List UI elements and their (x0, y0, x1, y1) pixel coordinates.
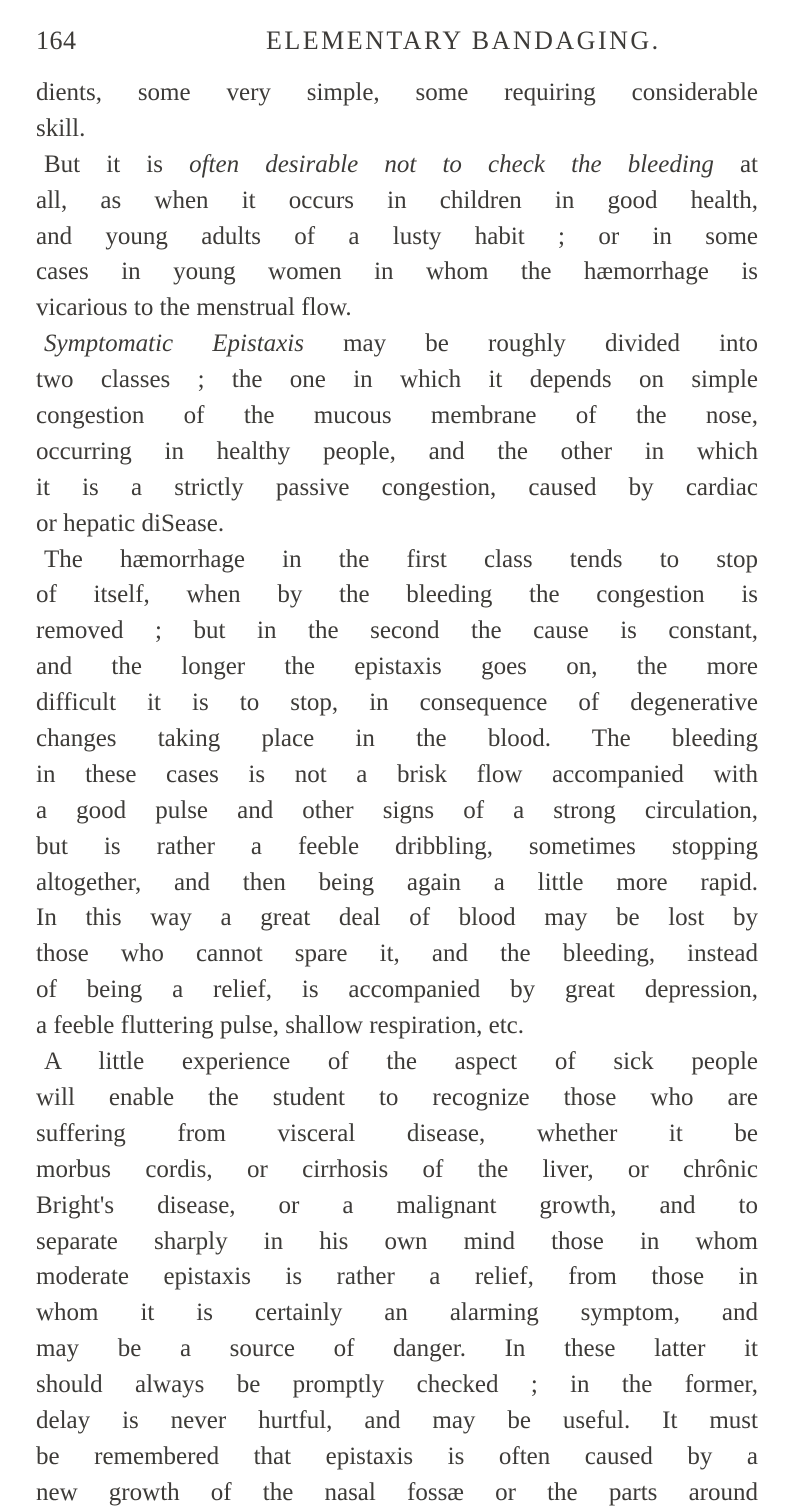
text-line (36, 219, 758, 255)
line-text: A little experience of the aspect of sick people (44, 1048, 758, 1076)
text-line (36, 577, 758, 613)
line-text: altogether, and then being again a little more rapid. (36, 868, 758, 896)
text-line (36, 936, 758, 972)
line-text: of itself, when by the bleeding the congestion is (36, 581, 758, 609)
text-line (36, 1224, 758, 1260)
text-line (36, 506, 758, 542)
text-line (36, 900, 758, 936)
text-line (36, 1259, 758, 1295)
line-text: of being a relief, is accompanied by great depression, (36, 976, 758, 1004)
italic-text: Symptomatic Epistaxis (44, 330, 304, 358)
line-text: two classes ; the one in which it depends on simple (36, 366, 758, 394)
line-text: changes taking place in the blood. The bleeding (36, 725, 758, 753)
text-line (36, 972, 758, 1008)
text-line (36, 1116, 758, 1152)
line-text: and young adults of a lusty habit ; or in some (36, 222, 758, 250)
line-text: But it is (44, 150, 190, 178)
text-line (36, 1008, 758, 1044)
line-text: congestion of the mucous membrane of the nose, (36, 402, 758, 430)
text-line (36, 1044, 758, 1080)
line-text: skill. (36, 114, 86, 142)
line-text: Bright's disease, or a malignant growth, and to (36, 1191, 758, 1219)
text-line (36, 1475, 758, 1511)
line-text: may be roughly divided into (303, 330, 758, 358)
line-text: The hæmorrhage in the first class tends to stop (44, 545, 758, 573)
text-line (36, 147, 758, 183)
line-text: it is a strictly passive congestion, caused by cardiac (36, 473, 758, 501)
line-text: and the longer the epistaxis goes on, the more (36, 653, 758, 681)
text-line (36, 1295, 758, 1331)
line-text: occurring in healthy people, and the other in which (36, 437, 758, 465)
line-text: new growth of the nasal fossæ or the parts around (36, 1478, 758, 1506)
text-line (36, 793, 758, 829)
line-text: a good pulse and other signs of a strong circulation, (36, 796, 758, 824)
line-text: delay is never hurtful, and may be useful. It must (36, 1406, 758, 1434)
italic-text: often desirable not to check the bleeding (189, 150, 714, 178)
line-text: In this way a great deal of blood may be lost by (36, 904, 758, 932)
text-line (36, 721, 758, 757)
line-text: difficult it is to stop, in consequence of degenerative (36, 689, 758, 717)
page-number: 164 (36, 26, 77, 55)
body-text (36, 75, 758, 1511)
text-line (36, 542, 758, 578)
text-line (36, 649, 758, 685)
text-line (36, 1367, 758, 1403)
text-line (36, 1152, 758, 1188)
line-text: cases in young women in whom the hæmorrhage is (36, 258, 758, 286)
text-line (36, 1080, 758, 1116)
line-text: in these cases is not a brisk flow accompanied with (36, 760, 758, 788)
text-line (36, 362, 758, 398)
text-line (36, 75, 758, 111)
line-text: moderate epistaxis is rather a relief, from those in (36, 1263, 758, 1291)
text-line (36, 1188, 758, 1224)
text-line (36, 326, 758, 362)
text-line (36, 1331, 758, 1367)
line-text: will enable the student to recognize those who are (36, 1083, 758, 1111)
line-text: should always be promptly checked ; in the former, (36, 1371, 758, 1399)
line-text: be remembered that epistaxis is often caused by a (36, 1442, 758, 1470)
line-text: may be a source of danger. In these latter it (36, 1335, 758, 1363)
line-text: removed ; but in the second the cause is constant, (36, 617, 758, 645)
text-line (36, 111, 758, 147)
running-title: ELEMENTARY BANDAGING. (266, 26, 661, 55)
text-line (36, 1403, 758, 1439)
line-text: morbus cordis, or cirrhosis of the liver, or chrônic (36, 1155, 758, 1183)
line-text: whom it is certainly an alarming symptom, and (36, 1299, 758, 1327)
line-text: suffering from visceral disease, whether it be (36, 1119, 758, 1147)
line-text: a feeble fluttering pulse, shallow respiration, etc. (36, 1012, 525, 1040)
text-line (36, 865, 758, 901)
text-line (36, 1439, 758, 1475)
text-line (36, 613, 758, 649)
line-text: separate sharply in his own mind those in whom (36, 1227, 758, 1255)
text-line (36, 470, 758, 506)
line-text: vicarious to the menstrual flow. (36, 294, 352, 322)
text-line (36, 290, 758, 326)
line-text: all, as when it occurs in children in good health, (36, 186, 758, 214)
text-line (36, 183, 758, 219)
line-text: dients, some very simple, some requiring considerable (36, 79, 758, 106)
line-text: but is rather a feeble dribbling, sometimes stopping (36, 832, 758, 860)
text-line (36, 757, 758, 793)
line-text: at (713, 150, 758, 178)
text-line (36, 434, 758, 470)
line-text: those who cannot spare it, and the bleeding, instead (36, 940, 758, 968)
line-text: or hepatic diSease. (36, 509, 225, 537)
text-line (36, 398, 758, 434)
text-line (36, 685, 758, 721)
text-line (36, 254, 758, 290)
running-head (36, 26, 764, 60)
text-line (36, 829, 758, 865)
